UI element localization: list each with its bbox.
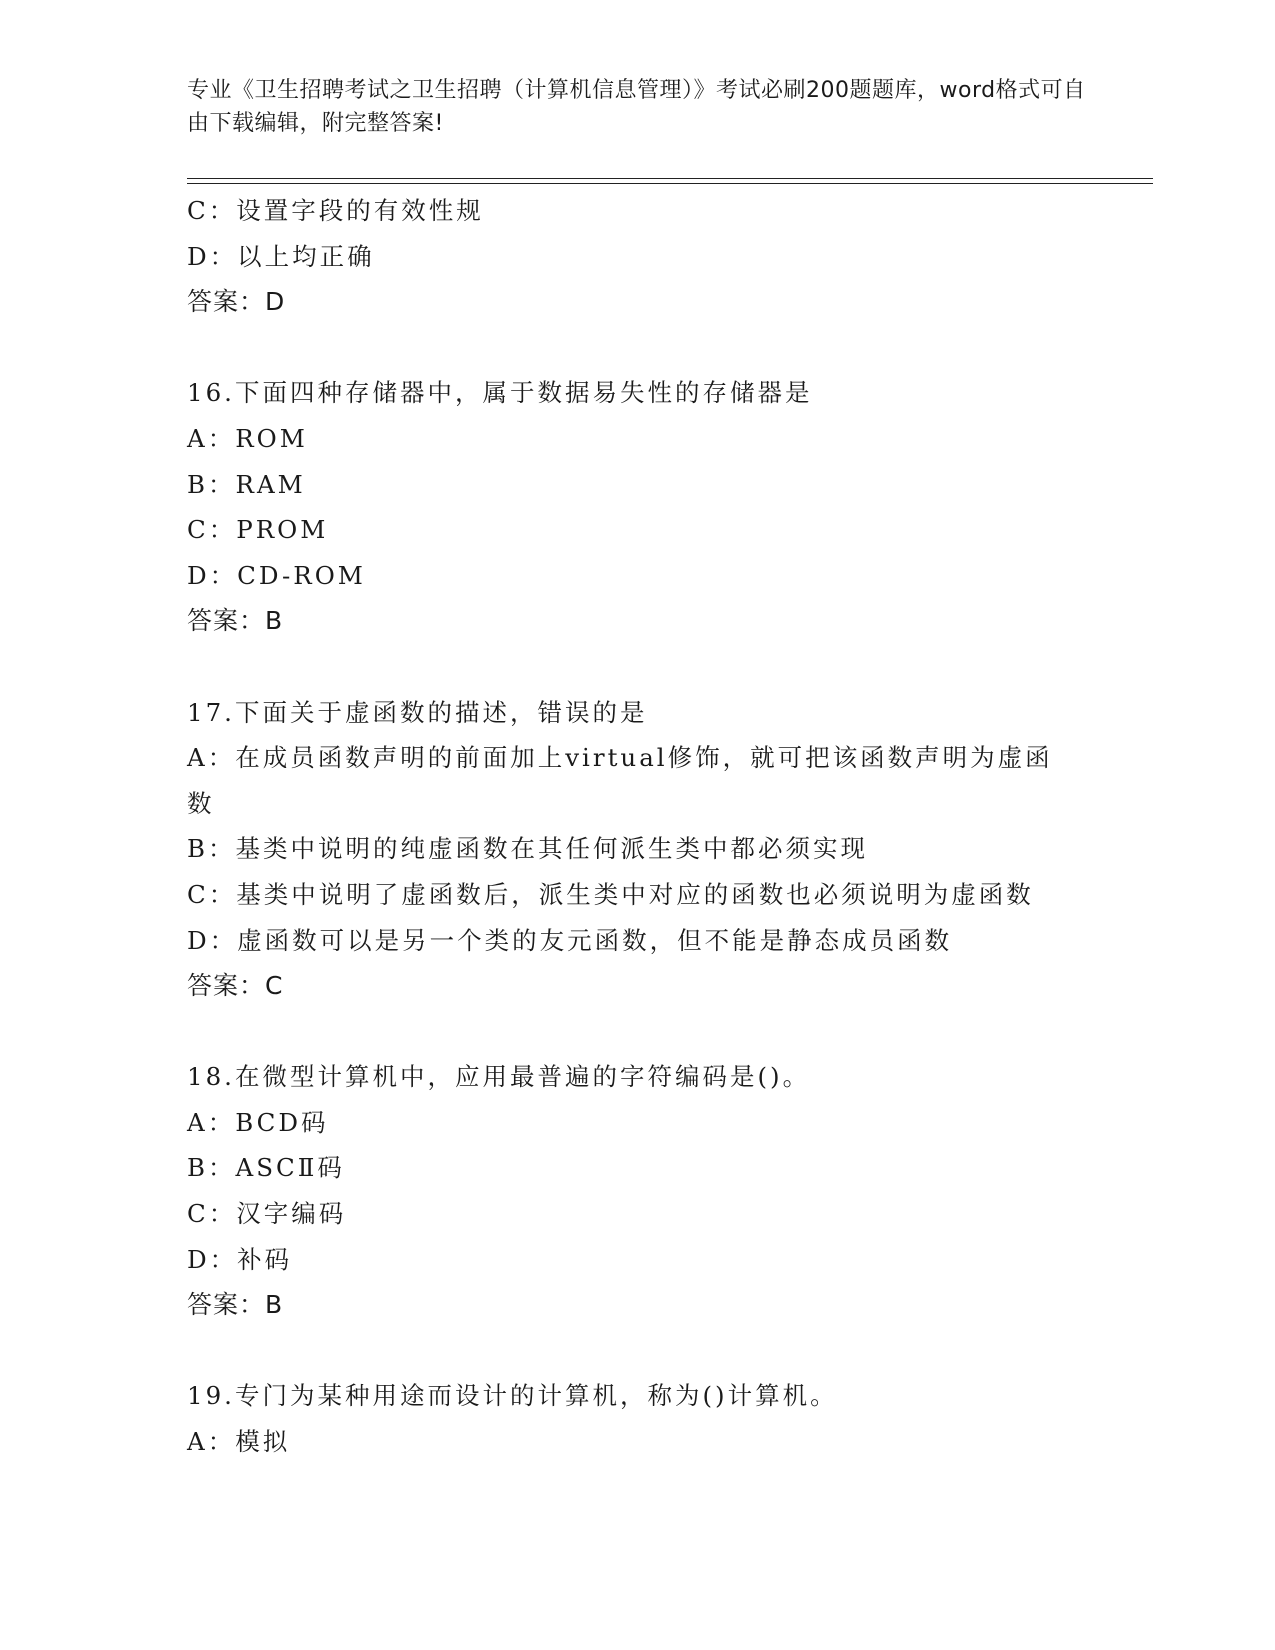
spacer <box>187 644 1087 690</box>
option-a: A：模拟 <box>187 1427 291 1457</box>
question-text: 16.下面四种存储器中，属于数据易失性的存储器是 <box>187 378 813 408</box>
question-18 <box>187 1054 1087 1328</box>
question-text: 19.专门为某种用途而设计的计算机，称为()计算机。 <box>187 1381 838 1411</box>
option-c: C：设置字段的有效性规 <box>187 196 484 225</box>
option-b: B：基类中说明的纯虚函数在其任何派生类中都必须实现 <box>187 834 869 864</box>
question-list <box>187 188 1087 1465</box>
question-16 <box>187 370 1087 644</box>
question-15-tail <box>187 188 1087 325</box>
option-c: C：PROM <box>187 515 329 545</box>
option-a: A：在成员函数声明的前面加上virtual修饰，就可把该函数声明为虚函数 <box>187 743 1053 818</box>
header-title: 专业《卫生招聘考试之卫生招聘（计算机信息管理）》考试必刷200题题库，word格式可自由下载编辑，附完整答案! <box>187 78 1086 136</box>
option-c: C：基类中说明了虚函数后，派生类中对应的函数也必须说明为虚函数 <box>187 879 1034 909</box>
question-text: 18.在微型计算机中，应用最普遍的字符编码是()。 <box>187 1062 811 1092</box>
header-rule-top <box>187 178 1153 179</box>
document-header <box>187 74 1087 140</box>
option-d: D：虚函数可以是另一个类的友元函数，但不能是静态成员函数 <box>187 925 953 955</box>
header-rule-bottom <box>187 183 1153 184</box>
option-c: C：汉字编码 <box>187 1199 347 1229</box>
option-b: B：ASCⅡ码 <box>187 1153 345 1183</box>
spacer <box>187 1009 1087 1055</box>
question-17 <box>187 690 1087 1009</box>
spacer <box>187 325 1087 371</box>
answer: 答案：B <box>187 606 284 636</box>
answer: 答案：B <box>187 1290 284 1320</box>
question-19 <box>187 1373 1087 1464</box>
spacer <box>187 1328 1087 1374</box>
answer: 答案：D <box>187 287 286 317</box>
option-b: B：RAM <box>187 469 306 499</box>
question-text: 17.下面关于虚函数的描述，错误的是 <box>187 697 648 727</box>
option-d: D：以上均正确 <box>187 241 375 271</box>
option-d: D：CD-ROM <box>187 560 366 590</box>
answer: 答案：C <box>187 971 284 1001</box>
option-a: A：BCD码 <box>187 1107 329 1137</box>
option-d: D：补码 <box>187 1244 293 1274</box>
option-a: A：ROM <box>187 423 308 453</box>
